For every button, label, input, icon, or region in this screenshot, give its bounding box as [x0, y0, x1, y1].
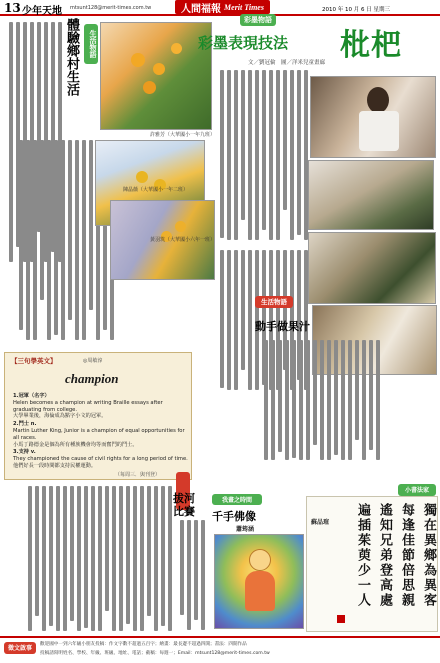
ink-badge: 彩墨物語	[240, 14, 276, 26]
footer-line-2: 投稿請寫明姓名、學校、年級、班級、地址、電話；截稿：每週一；Email：mtsunt128@merit-times.com.tw	[40, 651, 270, 656]
footer-badge: 徵文啟事	[4, 642, 36, 654]
contest-title: 拔河比賽	[173, 492, 195, 518]
art-caption-3: 黃羽筑（大華國小六年一班）	[150, 237, 216, 243]
ink-big-title: 枇杷	[340, 28, 402, 63]
calligraphy-line-3: 遙知兄弟登高處	[377, 503, 392, 608]
juice-badge: 生活物語	[255, 296, 293, 308]
calligraphy-artwork	[306, 496, 438, 632]
english-sentences	[13, 393, 189, 470]
art-caption-2: 陳晶薇（大華國小一年二班）	[123, 187, 189, 193]
english-word: champion	[65, 371, 119, 386]
loquat-painting-1	[100, 22, 212, 130]
art-caption-1: 許雅芳（大華國小一年九班）	[150, 132, 216, 138]
thousand-hand-buddha-drawing	[214, 534, 304, 629]
painting-step-photo-3	[308, 232, 436, 304]
story-text-bottom-left	[4, 486, 172, 631]
life-badge: 生活物語	[84, 24, 98, 64]
english-tag: 【三句學英文】	[11, 357, 57, 365]
sentence-1-en: Helen becomes a champion at writing Braille essays after graduating from college.	[13, 399, 163, 413]
calligraphy-line-2: 每逢佳節倍思親	[399, 503, 414, 608]
ink-title: 彩墨表現技法	[198, 34, 289, 52]
sentence-1-cn: 大學畢業後，海倫成為點字小文的冠軍。	[13, 413, 107, 420]
painting-step-photo-1	[310, 76, 436, 158]
sentence-3-cn: 他們好長一段時間都支持民權運動。	[13, 462, 97, 469]
painting-step-photo-2	[308, 160, 434, 230]
logo-chinese: 人間福報	[181, 3, 222, 15]
contact-email[interactable]: mtsunt128@merit-times.com.tw	[70, 5, 152, 11]
logo-english: Merit Times	[224, 2, 264, 12]
english-author: ◎周敏淳	[83, 358, 103, 364]
calligraphy-author: 蘇品瑄	[311, 519, 330, 526]
contest-article-text	[175, 520, 205, 630]
calligraphy-badge: 小書法家	[398, 484, 436, 496]
page-header	[0, 0, 440, 16]
hand-title: 千手佛像	[212, 510, 256, 523]
english-lesson-box	[4, 352, 192, 480]
calligraphy-line-1: 獨在異鄉為異客	[421, 503, 436, 608]
sentence-2-label: 2.鬥士 n.	[13, 421, 37, 428]
section-name: 少年天地	[22, 6, 62, 17]
seal-stamp	[337, 615, 345, 623]
sentence-3-label: 3.支持 v.	[13, 449, 36, 456]
hand-badge: 我畫之時間	[212, 494, 262, 505]
sentence-2-cn: 小馬丁路德金是個為所有種族機會均等而奮鬥的鬥士。	[13, 441, 138, 448]
sentence-3-en: They championed the cause of civil rights for a long period of time.	[13, 456, 188, 463]
issue-date: 2010 年 10 月 6 日 星期三	[322, 7, 390, 13]
juice-title: 動手做果汁	[255, 320, 310, 333]
juice-article-text	[260, 340, 380, 460]
english-credit: （每周三．與刊登）	[115, 472, 161, 478]
footer-line-1: 歡迎國中一到六年級小朋友投稿：作文字數不超過五百字；繪畫：最長邊不超過四開；書法：四開作品	[40, 642, 247, 647]
calligraphy-line-4: 遍插茱萸少一人	[355, 503, 370, 608]
life-title: 體驗鄉村生活	[64, 18, 79, 96]
newspaper-logo	[175, 0, 270, 14]
ink-article-text	[218, 70, 308, 240]
page-footer	[0, 636, 440, 663]
page-number: 13	[4, 1, 21, 15]
sentence-2-en: Martin Luther King, Junior is a champion of equal opportunities for all races.	[13, 427, 185, 441]
ink-byline: 文／劉冠倫 圖／洋米兒童畫廊	[248, 60, 326, 66]
sentence-1-label: 1.冠軍（名字）	[13, 393, 50, 399]
hand-author: 蕭筠涵	[236, 526, 255, 533]
